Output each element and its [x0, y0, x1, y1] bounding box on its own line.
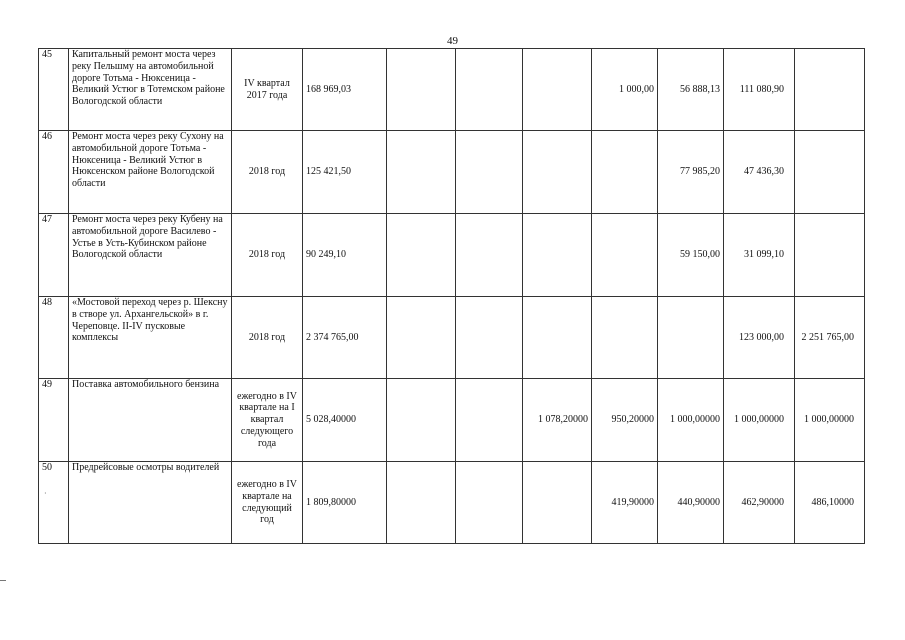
- row-value-4: 1 000,00: [592, 49, 658, 131]
- row-value-7: [795, 214, 865, 297]
- row-value-5: 440,90000: [658, 462, 724, 544]
- row-value-5: 1 000,00000: [658, 379, 724, 462]
- row-value-5: 59 150,00: [658, 214, 724, 297]
- table-row: [39, 49, 865, 131]
- row-total: 168 969,03: [303, 49, 387, 131]
- row-value-4: [592, 297, 658, 379]
- row-value-1: [387, 379, 456, 462]
- row-value-5: 77 985,20: [658, 131, 724, 214]
- row-period: ежегодно в IV квартале на I квартал следующего года: [232, 379, 303, 462]
- row-value-3: [523, 131, 592, 214]
- row-value-1: [387, 214, 456, 297]
- row-value-6: 1 000,00000: [724, 379, 795, 462]
- table-row: [39, 214, 865, 297]
- row-name: Ремонт моста через реку Сухону на автомобильной дороге Тотьма - Нюксеница - Великий Устюг в Нюксенском районе Вологодской области: [69, 131, 232, 214]
- row-value-3: [523, 49, 592, 131]
- row-value-7: [795, 49, 865, 131]
- row-value-3: [523, 214, 592, 297]
- row-value-7: 486,10000: [795, 462, 865, 544]
- row-value-6: 47 436,30: [724, 131, 795, 214]
- row-period: ежегодно в IV квартале на следующий год: [232, 462, 303, 544]
- row-value-4: [592, 131, 658, 214]
- row-number: 49: [39, 379, 69, 462]
- row-value-1: [387, 131, 456, 214]
- row-total: 125 421,50: [303, 131, 387, 214]
- row-number: 50: [39, 462, 69, 544]
- row-name: Капитальный ремонт моста через реку Пельшму на автомобильной дороге Тотьма - Нюксеница - Великий Устюг в Тотемском районе Вологодской области: [69, 49, 232, 131]
- row-value-4: 950,20000: [592, 379, 658, 462]
- row-total: 5 028,40000: [303, 379, 387, 462]
- table-row: [39, 462, 865, 544]
- row-value-7: 1 000,00000: [795, 379, 865, 462]
- row-name: Ремонт моста через реку Кубену на автомобильной дороге Василево - Устье в Усть-Кубинском районе Вологодской области: [69, 214, 232, 297]
- row-number: 47: [39, 214, 69, 297]
- row-value-3: 1 078,20000: [523, 379, 592, 462]
- row-value-1: [387, 297, 456, 379]
- row-number: 48: [39, 297, 69, 379]
- row-value-6: 31 099,10: [724, 214, 795, 297]
- row-number: 45: [39, 49, 69, 131]
- row-total: 2 374 765,00: [303, 297, 387, 379]
- row-value-2: [456, 379, 523, 462]
- row-value-2: [456, 214, 523, 297]
- row-value-1: [387, 462, 456, 544]
- page-number: 49: [447, 35, 458, 47]
- table-row: [39, 131, 865, 214]
- row-value-6: 111 080,90: [724, 49, 795, 131]
- row-value-4: 419,90000: [592, 462, 658, 544]
- table-row: [39, 297, 865, 379]
- scan-mark: ·: [44, 489, 47, 498]
- row-value-5: 56 888,13: [658, 49, 724, 131]
- row-value-6: 462,90000: [724, 462, 795, 544]
- row-value-3: [523, 297, 592, 379]
- row-value-6: 123 000,00: [724, 297, 795, 379]
- row-value-3: [523, 462, 592, 544]
- row-value-7: 2 251 765,00: [795, 297, 865, 379]
- row-total: 1 809,80000: [303, 462, 387, 544]
- row-value-2: [456, 49, 523, 131]
- row-name: «Мостовой переход через р. Шексну в створе ул. Архангельской» в г. Череповце. II-IV пусковые комплексы: [69, 297, 232, 379]
- row-value-2: [456, 297, 523, 379]
- edge-mark: [0, 580, 6, 581]
- row-value-2: [456, 462, 523, 544]
- row-value-1: [387, 49, 456, 131]
- row-name: Поставка автомобильного бензина: [69, 379, 232, 462]
- row-period: 2018 год: [232, 297, 303, 379]
- procurement-table: [38, 48, 865, 544]
- row-number: 46: [39, 131, 69, 214]
- row-value-2: [456, 131, 523, 214]
- row-total: 90 249,10: [303, 214, 387, 297]
- row-value-4: [592, 214, 658, 297]
- row-value-7: [795, 131, 865, 214]
- row-period: 2018 год: [232, 131, 303, 214]
- row-period: IV квартал 2017 года: [232, 49, 303, 131]
- row-value-5: [658, 297, 724, 379]
- table-row: [39, 379, 865, 462]
- row-name: Предрейсовые осмотры водителей: [69, 462, 232, 544]
- row-period: 2018 год: [232, 214, 303, 297]
